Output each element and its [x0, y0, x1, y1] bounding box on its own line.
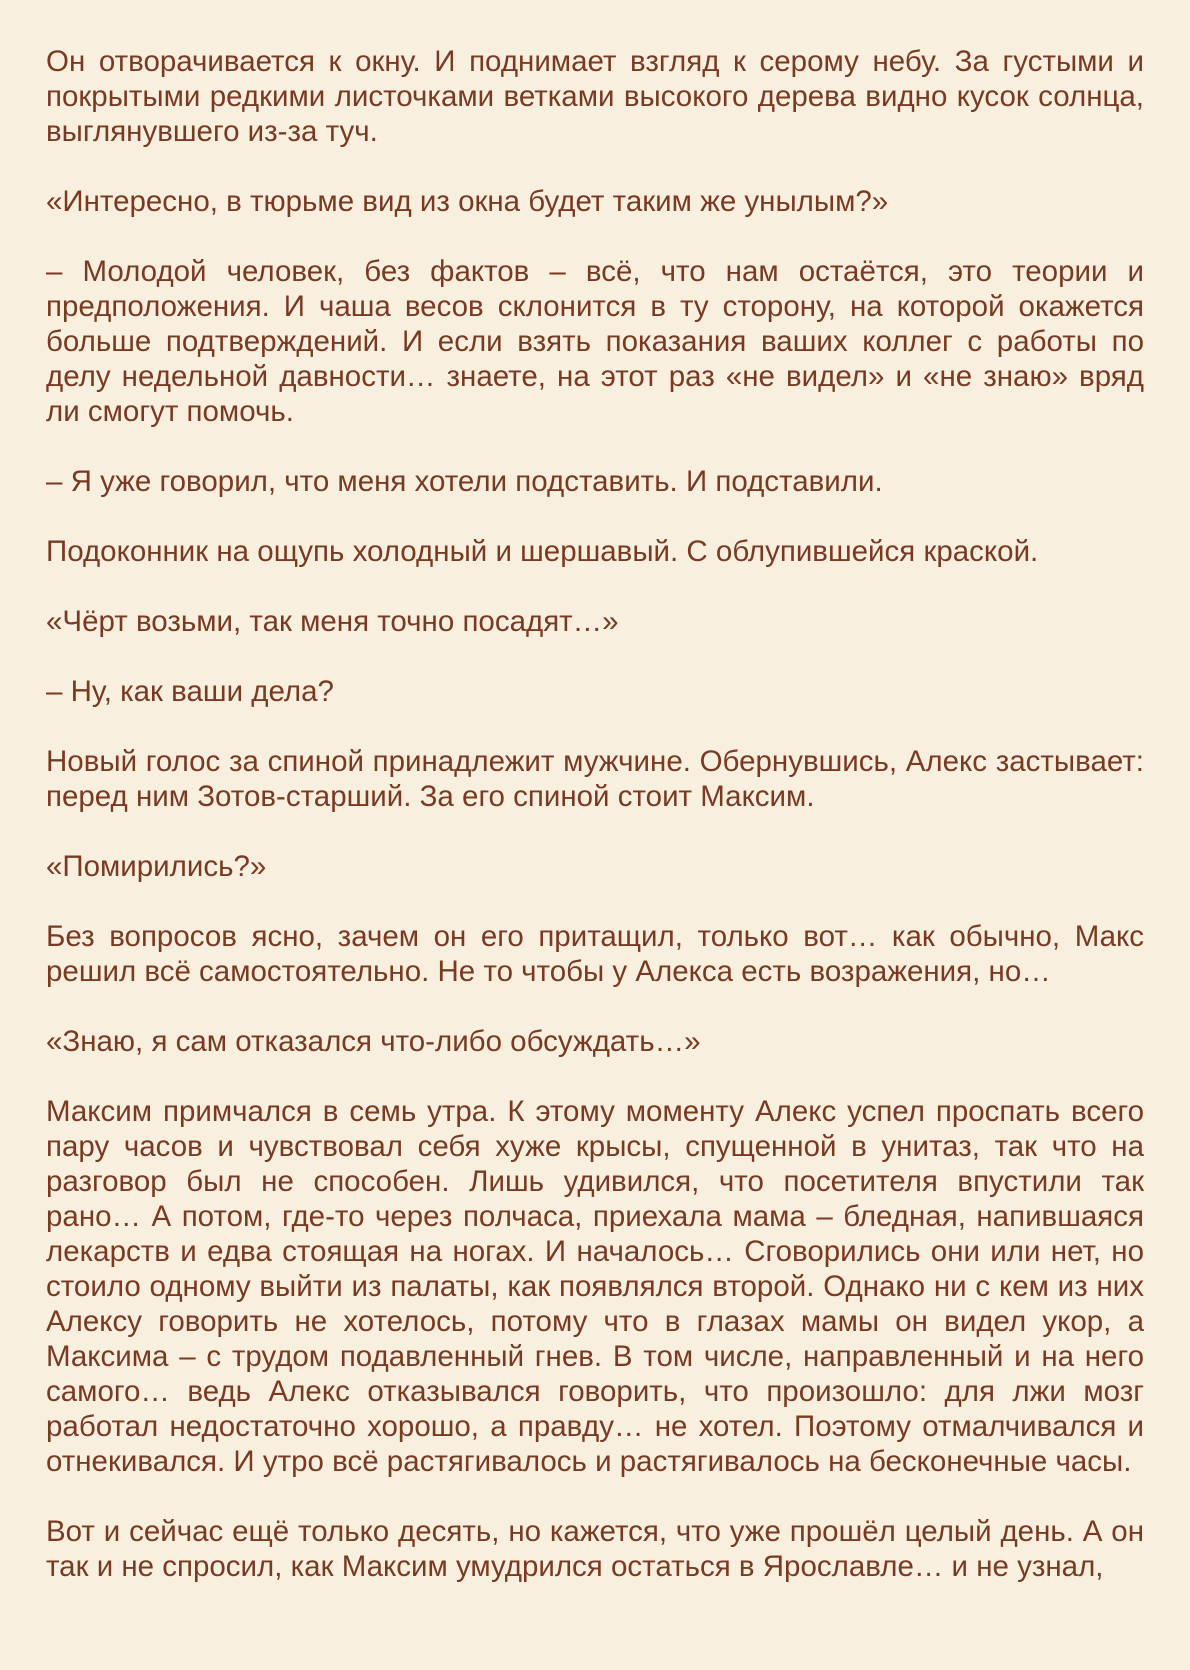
paragraph-8: Новый голос за спиной принадлежит мужчине. Обернувшись, Алекс застывает: перед ним Зотов-старший. За его спиной стоит Максим. [46, 745, 1144, 813]
paragraph-7: – Ну, как ваши дела? [46, 675, 334, 708]
paragraph-9: «Помирились?» [46, 850, 267, 883]
paragraph-6: «Чёрт возьми, так меня точно посадят…» [46, 605, 619, 638]
paragraph-2: «Интересно, в тюрьме вид из окна будет таким же унылым?» [46, 185, 889, 218]
paragraph-1: Он отворачивается к окну. И поднимает взгляд к серому небу. За густыми и покрытыми редкими листочками ветками высокого дерева видно кусок солнца, выглянувшего из-за туч. [46, 45, 1144, 148]
paragraph-11: «Знаю, я сам отказался что-либо обсуждать…» [46, 1025, 701, 1058]
paragraph-13: Вот и сейчас ещё только десять, но кажется, что уже прошёл целый день. А он так и не спросил, как Максим умудрился остаться в Ярославле… и не узнал, [46, 1515, 1144, 1583]
paragraph-3: – Молодой человек, без фактов – всё, что нам остаётся, это теории и предположения. И чаша весов склонится в ту сторону, на которой окажется больше подтверждений. И если взять показания ваших коллег с работы по делу недельной давности… знаете, на этот раз «не видел» и «не знаю» вряд ли смогут помочь. [46, 255, 1144, 428]
paragraph-12: Максим примчался в семь утра. К этому моменту Алекс успел проспать всего пару часов и чувствовал себя хуже крысы, спущенной в унитаз, так что на разговор был не способен. Лишь удивился, что посетителя впустили так рано… А потом, где-то через полчаса, приехала мама – бледная, напившаяся лекарств и едва стоящая на ногах. И началось… Сговорились они или нет, но стоило одному выйти из палаты, как появлялся второй. Однако ни с кем из них Алексу говорить не хотелось, потому что в глазах мамы он видел укор, а Максима – с трудом подавленный гнев. В том числе, направленный и на него самого… ведь Алекс отказывался говорить, что произошло: для лжи мозг работал недостаточно хорошо, а правду… не хотел. Поэтому отмалчивался и отнекивался. И утро всё растягивалось и растягивалось на бесконечные часы. [46, 1095, 1144, 1478]
reader-page [46, 44, 1144, 1584]
paragraph-4: – Я уже говорил, что меня хотели подставить. И подставили. [46, 465, 883, 498]
paragraph-10: Без вопросов ясно, зачем он его притащил, только вот… как обычно, Макс решил всё самостоятельно. Не то чтобы у Алекса есть возражения, но… [46, 920, 1144, 988]
paragraph-5: Подоконник на ощупь холодный и шершавый. С облупившейся краской. [46, 535, 1039, 568]
